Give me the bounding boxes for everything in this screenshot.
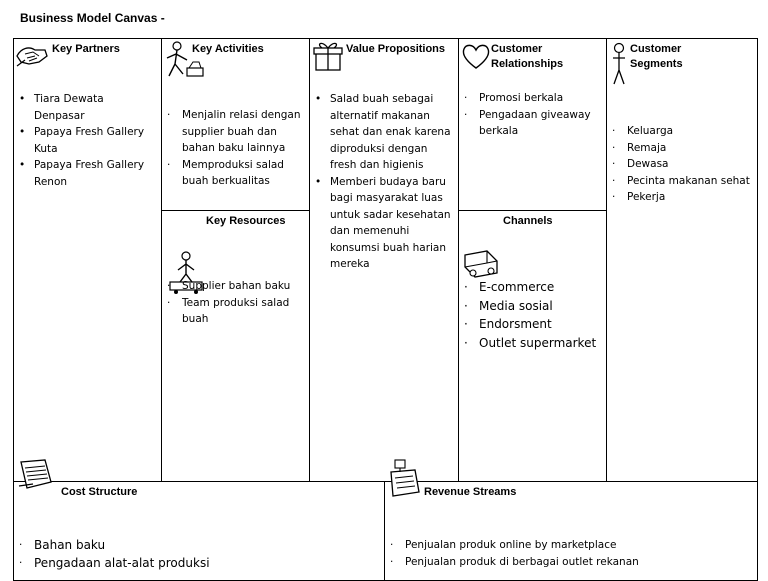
key-partners-list <box>17 91 157 190</box>
list-item: • Papaya Fresh Gallery Renon <box>19 159 145 188</box>
list-item: · Bahan baku <box>19 538 106 552</box>
list-item: • Salad buah sebagai alternatif makanan sehat dan enak karena diproduksi dengan fresh dan higienis <box>315 93 451 171</box>
list-item: • Papaya Fresh Gallery Kuta <box>19 126 145 155</box>
key-activities-list <box>165 107 307 190</box>
person-icon <box>610 42 628 86</box>
customer-relationships-list <box>462 90 604 140</box>
customer-relationships-heading: Customer Relationships <box>491 43 564 70</box>
value-propositions-list <box>313 91 456 273</box>
price-tag-icon <box>15 458 55 490</box>
revenue-streams-heading: Revenue Streams <box>424 486 517 498</box>
list-item: • Tiara Dewata Denpasar <box>19 93 104 122</box>
canvas-title: Business Model Canvas - <box>20 11 165 25</box>
list-item: · Memproduksi salad buah berkualitas <box>167 158 284 187</box>
channels-heading: Channels <box>503 215 553 227</box>
value-propositions-heading: Value Propositions <box>346 43 446 55</box>
cost-structure-heading: Cost Structure <box>61 486 138 498</box>
list-item: · Pengadaan giveaway berkala <box>464 108 591 137</box>
list-item: · Pekerja <box>612 191 666 203</box>
list-item: · Pengadaan alat-alat produksi <box>19 555 210 570</box>
channels-list <box>462 278 604 352</box>
cash-register-icon <box>387 458 421 500</box>
list-item: · Pecinta makanan sehat <box>612 174 750 187</box>
heart-icon <box>461 42 491 70</box>
list-item: • Memberi budaya baru bagi masyarakat luas untuk sadar kesehatan dan memenuhi konsumsi buah harian mereka <box>315 175 451 270</box>
list-item: · E-commerce <box>464 280 555 294</box>
list-item: · Supplier bahan baku <box>167 280 291 292</box>
cost-structure-list <box>17 537 377 572</box>
list-item: · Promosi berkala <box>464 92 564 104</box>
customer-segments-block <box>606 38 758 482</box>
handshake-icon <box>15 42 49 70</box>
customer-segments-list <box>610 123 752 206</box>
revenue-streams-list <box>388 537 753 570</box>
list-item: · Endorsment <box>464 317 552 331</box>
gift-icon <box>312 40 344 72</box>
key-partners-heading: Key Partners <box>52 43 120 55</box>
list-item: · Team produksi salad buah <box>167 296 290 325</box>
key-resources-list <box>165 278 307 328</box>
list-item: · Penjualan produk online by marketplace <box>390 539 617 551</box>
key-resources-heading: Key Resources <box>206 215 286 227</box>
key-activities-heading: Key Activities <box>192 43 264 55</box>
list-item: · Penjualan produk di berbagai outlet rekanan <box>390 555 639 568</box>
list-item: · Outlet supermarket <box>464 335 597 350</box>
list-item: · Keluarga <box>612 125 674 137</box>
list-item: · Remaja <box>612 141 667 154</box>
list-item: · Dewasa <box>612 158 669 170</box>
customer-segments-heading: Customer Segments <box>630 43 683 70</box>
list-item: · Media sosial <box>464 298 553 313</box>
truck-icon <box>463 247 503 279</box>
list-item: · Menjalin relasi dengan supplier buah dan bahan baku lainnya <box>167 109 301 154</box>
